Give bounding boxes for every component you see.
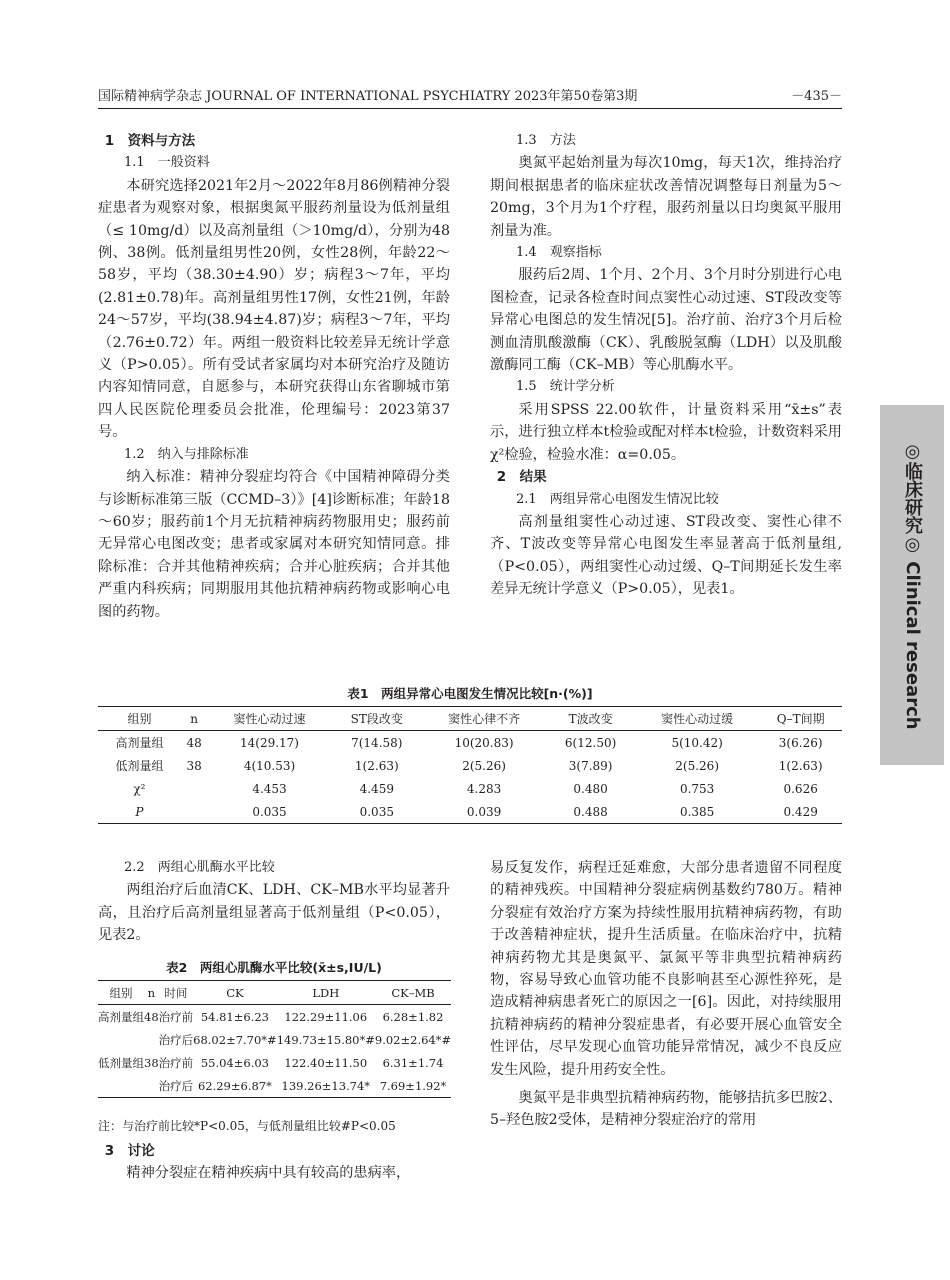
- heading-observation: 1.4 观察指标: [516, 245, 602, 261]
- table-cell: 0.753: [679, 781, 715, 796]
- table-row: [98, 1051, 451, 1074]
- side-tab-label: ◎临床研究◎ Clinical research: [902, 440, 923, 730]
- table-cell: 高剂量组: [115, 736, 164, 750]
- page-number: －435－: [791, 89, 842, 104]
- heading-general-data: 1.1 一般资料: [124, 155, 210, 171]
- table-cell: χ²: [133, 781, 146, 796]
- table-cell: 68.02±7.70*#: [193, 1032, 277, 1047]
- running-header: [98, 85, 842, 109]
- table1-header: 窦性心动过速: [207, 707, 331, 731]
- table-cell: 2(5.26): [675, 758, 719, 773]
- table-cell: 0.488: [546, 800, 635, 824]
- table-cell: 9.02±2.64*#: [374, 1032, 452, 1047]
- table1-header: 窦性心动过缓: [635, 707, 759, 731]
- left-column-lower: [98, 857, 450, 947]
- table-cell: 4(10.53): [243, 758, 296, 773]
- table1-header: ST段改变: [332, 707, 422, 731]
- heading-myocardial-enzymes: 2.2 两组心肌酶水平比较: [124, 860, 275, 875]
- section-side-tab: [880, 405, 944, 765]
- table-cell: 38: [144, 1055, 159, 1070]
- table1-header: n: [181, 707, 207, 731]
- paragraph-observation: 服药后2周、1个月、2个月、3个月时分别进行心电图检查，记录各检查时间点窦性心动过速、ST段改变等异常心电图总的发生情况[5]。治疗前、治疗3个月后检测血清肌酸激酶（CK）、乳酸脱氢酶（LDH）以及肌酸激酶同工酶（CK–MB）等心肌酶水平。: [490, 267, 842, 374]
- table-cell: 0.429: [759, 800, 842, 824]
- heading-inclusion-exclusion: 1.2 纳入与排除标准: [124, 446, 249, 462]
- table-cell: [144, 1028, 159, 1051]
- table-cell: 0.035: [207, 800, 331, 824]
- table-cell: 5(10.42): [671, 735, 723, 750]
- table-cell: 治疗前: [158, 1055, 194, 1070]
- table-row: [98, 754, 842, 777]
- table-row: [98, 777, 842, 800]
- table-cell: 14(29.17): [240, 735, 299, 750]
- table-cell: 55.04±6.03: [200, 1055, 269, 1070]
- table-cell: 低剂量组: [115, 759, 164, 773]
- table-cell: 6.28±1.82: [382, 1009, 444, 1024]
- table-cell: [144, 1074, 159, 1098]
- table-cell: 2(5.26): [462, 758, 506, 773]
- heading-statistics: 1.5 统计学分析: [516, 379, 615, 395]
- paragraph-enzyme-results: 两组治疗后血清CK、LDH、CK–MB水平均显著升高，且治疗后高剂量组显著高于低剂量组（P<0.05），见表2。: [98, 882, 450, 944]
- discussion-start: [98, 1140, 450, 1185]
- table1-caption: 表1 两组异常心电图发生情况比较[n·(%)]: [347, 686, 593, 701]
- paragraph-criteria: 纳入标准：精神分裂症均符合《中国精神障碍分类与诊断标准第三版（CCMD–3）》[4]诊断标准；年龄18～60岁；服药前1个月无抗精神病药物服用史；服药前无异常心电图改变；患者或家属对本研究知情同意。排除标准：合并其他精神疾病；合并心脏疾病；合并其他严重内科疾病；同期服用其他抗精神病药物或影响心电图的药物。: [98, 469, 450, 620]
- table-cell: 7.69±1.92*: [375, 1074, 451, 1098]
- paragraph-general-data: 本研究选择2021年2月～2022年8月86例精神分裂症患者为观察对象，根据奥氮平服药剂量设为低剂量组（≤ 10mg/d）以及高剂量组（＞10mg/d），分别为48例、38例。低剂量组男性20例，女性28例，年龄22～58岁，平均（38.30±4.90）岁；病程3～7年，平均(2.81±0.78)年。高剂量组男性17例，女性21例，年龄24～57岁，平均(38.94±4.87)岁；病程3～7年，平均（2.76±0.72）年。两组一般资料比较差异无统计学意义（P>0.05）。所有受试者家属均对本研究治疗及随访内容知情同意，自愿参与，本研究获得山东省聊城市第四人民医院伦理委员会批准，伦理编号：2023第37号。: [98, 177, 450, 441]
- table-cell: 0.385: [635, 800, 759, 824]
- table-cell: 139.26±13.74*: [277, 1074, 375, 1098]
- table-cell: [181, 800, 207, 824]
- table-cell: 3(7.89): [568, 758, 613, 773]
- table-cell: [98, 1028, 144, 1051]
- table-cell: 122.29±11.06: [284, 1009, 368, 1024]
- table1-header: Q–T间期: [759, 707, 842, 731]
- heading-discussion: 3 讨论: [104, 1143, 155, 1159]
- heading-results: 2 结果: [496, 469, 547, 486]
- table2-header: LDH: [277, 981, 375, 1005]
- table-cell: 治疗前: [158, 1009, 194, 1024]
- table-cell: 48: [186, 735, 202, 750]
- table-cell: 1(2.63): [778, 758, 823, 773]
- table-cell: 1(2.63): [354, 758, 399, 773]
- table-row: [98, 1074, 451, 1098]
- table-cell: P: [98, 800, 181, 824]
- table2-header-row: [98, 981, 451, 1005]
- table-row: [98, 800, 842, 824]
- table-cell: 低剂量组: [98, 1055, 144, 1070]
- journal-info: 国际精神病学杂志 JOURNAL OF INTERNATIONAL PSYCHIATRY 2023年第50卷第3期: [98, 89, 638, 104]
- table-cell: 0.480: [573, 781, 608, 796]
- table-cell: 48: [144, 1009, 159, 1024]
- table-cell: 高剂量组: [98, 1009, 144, 1024]
- table-row: [98, 1028, 451, 1051]
- table-row: [98, 1005, 451, 1029]
- heading-methods: 1.3 方法: [516, 133, 576, 148]
- table1: [98, 706, 842, 824]
- table-cell: 治疗后: [159, 1074, 194, 1098]
- table-cell: 7(14.58): [351, 735, 403, 750]
- table1-header: 窦性心律不齐: [422, 707, 546, 731]
- table2-header: n: [144, 981, 159, 1005]
- table-cell: 149.73±15.80*#: [276, 1032, 375, 1047]
- table1-header: 组别: [98, 707, 181, 731]
- paragraph-ecg-results: 高剂量组窦性心动过速、ST段改变、窦性心律不齐、T波改变等异常心电图发生率显著高于低剂量组,（P<0.05），两组窦性心动过缓、Q–T间期延长发生率差异无统计学意义（P>0.05），见表1。: [490, 513, 842, 598]
- table-cell: 0.035: [332, 800, 422, 824]
- table2-header: CK–MB: [375, 981, 451, 1005]
- paragraph-olanzapine: 奥氮平是非典型抗精神病药物，能够拮抗多巴胺2、5–羟色胺2受体，是精神分裂症治疗的常用: [490, 1090, 842, 1129]
- table-cell: [181, 777, 207, 800]
- heading-materials-methods: 1 资料与方法: [104, 133, 196, 149]
- table-cell: 122.40±11.50: [284, 1055, 368, 1070]
- table-cell: 10(20.83): [454, 735, 514, 750]
- table2-header: 时间: [159, 981, 194, 1005]
- table-row: [98, 731, 842, 755]
- right-column: [490, 130, 842, 601]
- heading-ecg-comparison: 2.1 两组异常心电图发生情况比较: [516, 491, 719, 507]
- table-cell: 62.29±6.87*: [193, 1074, 277, 1098]
- table-cell: 治疗后: [158, 1032, 194, 1047]
- paragraph-methods: 奥氮平起始剂量为每次10mg，每天1次，维持治疗期间根据患者的临床症状改善情况调整每日剂量为5～20mg，3个月为1个疗程，服药剂量以日均奥氮平服用剂量为准。: [490, 155, 842, 239]
- paragraph-statistics: 采用SPSS 22.00软件，计量资料采用“x̄±s”表示，进行独立样本t检验或配对样本t检验，计数资料采用χ²检验，检验水准：α=0.05。: [490, 401, 842, 463]
- table-cell: 6(12.50): [564, 735, 617, 750]
- table-cell: 0.626: [783, 781, 818, 796]
- table-cell: 4.283: [466, 781, 502, 796]
- table-cell: 54.81±6.23: [200, 1009, 269, 1024]
- table-cell: 38: [186, 758, 202, 773]
- table-cell: [98, 1074, 144, 1098]
- table-cell: 6.31±1.74: [382, 1055, 444, 1070]
- table1-header-row: [98, 707, 842, 731]
- left-column: [98, 130, 450, 623]
- table2-note: 注：与治疗前比较*P<0.05，与低剂量组比较#P<0.05: [98, 1119, 396, 1133]
- table2-header: CK: [193, 981, 277, 1005]
- table2: [98, 980, 451, 1098]
- table2-header: 组别: [98, 981, 144, 1005]
- table-cell: 3(6.26): [778, 735, 823, 750]
- right-column-lower: [490, 857, 842, 1132]
- table1-header: T波改变: [546, 707, 635, 731]
- table-cell: 4.459: [359, 781, 394, 796]
- table2-caption: 表2 两组心肌酶水平比较(x̄±s,IU/L): [166, 960, 382, 975]
- table-cell: 4.453: [252, 781, 287, 796]
- paragraph-discussion-start: 精神分裂症在精神疾病中具有较高的患病率，: [126, 1165, 411, 1182]
- table-cell: 0.039: [422, 800, 546, 824]
- paragraph-discussion-cont: 易反复发作，病程迁延难愈，大部分患者遗留不同程度的精神残疾。中国精神分裂症病例基数约780万。精神分裂症有效治疗方案为持续性服用抗精神病药物，有助于改善精神症状，提升生活质量。在临床治疗中，抗精神病药物尤其是奥氮平、氯氮平等非典型抗精神病药物，容易导致心血管功能不良影响甚至心源性猝死，是造成精神病患者死亡的原因之一[6]。因此，对持续服用抗精神病药的精神分裂症患者，有必要开展心血管安全性评估，尽早发现心血管功能异常情况，减少不良反应发生风险，提升用药安全性。: [490, 860, 842, 1078]
